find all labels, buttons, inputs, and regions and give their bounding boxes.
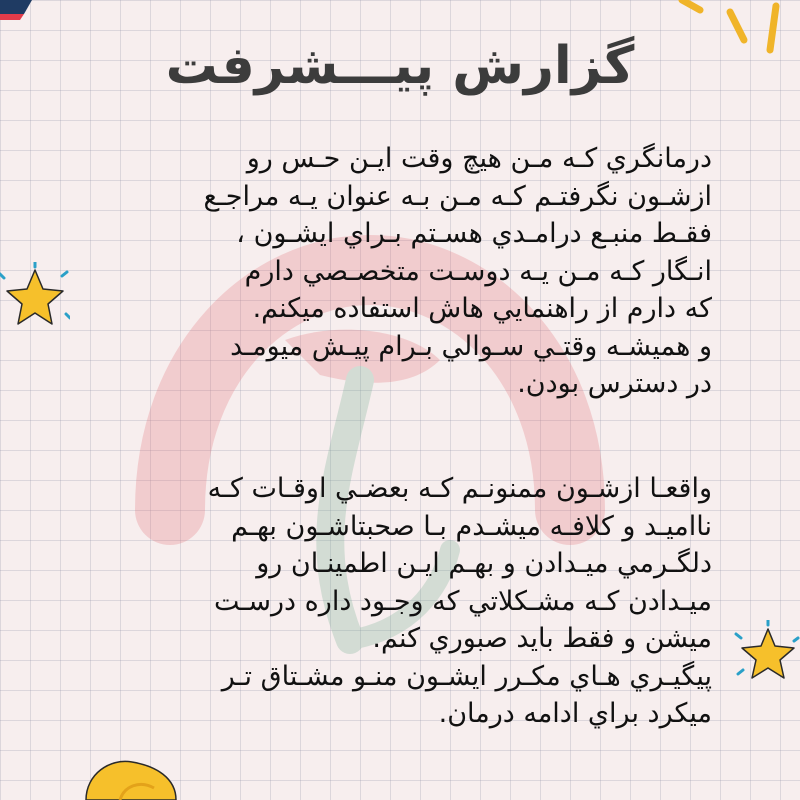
- paragraph-line: فقـط منبـع درامـدي هسـتم بـراي ايشـون ،: [236, 218, 712, 249]
- paragraph-line: پيگيـري هـاي مكـرر ايشـون منـو مشـتاق تـر: [221, 660, 712, 692]
- paragraph-line: ازشـون نگرفتـم كـه مـن بـه عنوان يـه مراجـع: [203, 180, 712, 212]
- paragraph-line: نااميـد و كلافـه ميشـدم بـا صحبتاشـون بهـم: [231, 510, 712, 542]
- page-title: گزارش پیـــشرفت: [165, 36, 635, 96]
- star-icon: [0, 262, 70, 332]
- paragraph-line: كه دارم از راهنمايي هاش استفاده ميكنم.: [252, 293, 712, 324]
- paragraph-line: دلگـرمي ميـدادن و بهـم ايـن اطمينـان رو: [256, 548, 712, 579]
- paragraph-line: انـگار كـه مـن يـه دوسـت متخصـصي دارم: [244, 255, 712, 287]
- paragraph-gratitude: [92, 470, 712, 733]
- star-icon: [734, 620, 800, 686]
- paragraph-line: واقعـا ازشـون ممنونـم كـه بعضـي اوقـات كـه: [207, 473, 712, 504]
- paragraph-therapy-experience: [92, 140, 712, 403]
- paragraph-line: ميـدادن كـه مشـكلاتي كه وجـود داره درسـت: [213, 585, 712, 617]
- paragraph-line: ميكرد براي ادامه درمان.: [438, 698, 712, 729]
- paragraph-line: و هميشـه وقتـي سـوالي بـرام پيـش ميومـد: [230, 330, 712, 362]
- corner-ribbon-icon: [0, 0, 40, 20]
- paragraph-line: در دسترس بودن.: [517, 368, 712, 399]
- blob-decoration-icon: [80, 744, 180, 800]
- paragraph-line: ميشن و فقط بايد صبوري كنم.: [372, 623, 712, 654]
- paragraph-line: درمانگري كـه مـن هيچ وقت ايـن حـس رو: [246, 143, 712, 174]
